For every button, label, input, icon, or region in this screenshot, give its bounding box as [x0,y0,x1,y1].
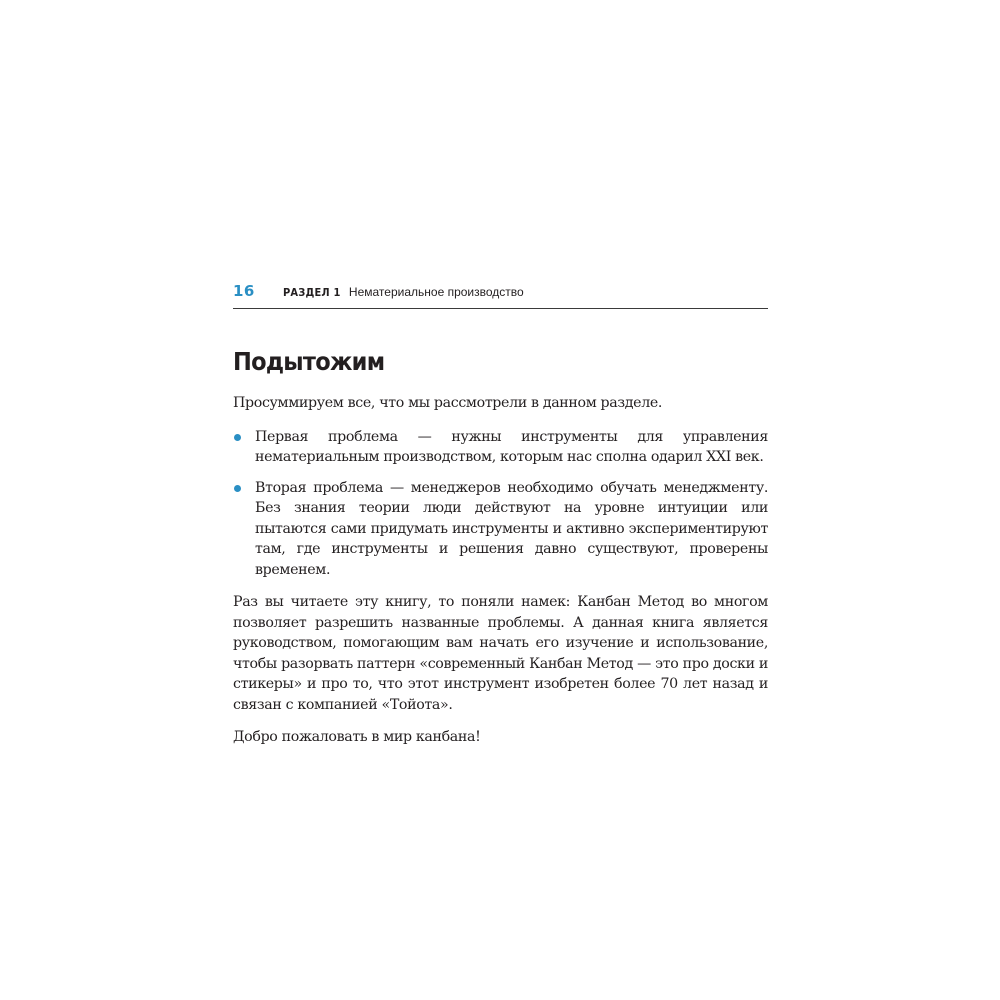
list-item-text: Вторая проблема — менеджеров необходимо обучать менеджменту. Без знания теории люди действуют на уровне интуиции или пытаются сами придумать инструменты и активно экспериментируют там, где инструменты и решения давно существуют, проверены временем. [255,479,768,578]
closing-paragraph: Добро пожаловать в мир канбана! [233,729,481,745]
bullet-list [233,427,768,581]
chapter-heading: Подытожим [233,347,385,376]
bullet-icon [234,485,241,492]
list-item-text: Первая проблема — нужны инструменты для управления нематериальным производством, которым нас сполна одарил XXI век. [255,428,768,465]
book-page [233,282,768,748]
section-label: РАЗДЕЛ 1 [283,286,341,299]
bullet-icon [234,434,241,441]
intro-paragraph: Просуммируем все, что мы рассмотрели в данном разделе. [233,395,663,411]
body-paragraph: Раз вы читаете эту книгу, то поняли намек: Канбан Метод во многом позволяет разрешить названные проблемы. А данная книга является руководством, помогающим вам начать его изучение и использование, чтобы разорвать паттерн «современный Канбан Метод — это про доски и стикеры» и про то, что этот инструмент изобретен более 70 лет назад и связан с компанией «Тойота». [233,594,768,713]
page-number: 16 [233,282,255,300]
list-item [233,478,768,581]
running-head [233,282,768,309]
list-item [233,427,768,468]
section-title: Нематериальное производство [348,285,524,299]
